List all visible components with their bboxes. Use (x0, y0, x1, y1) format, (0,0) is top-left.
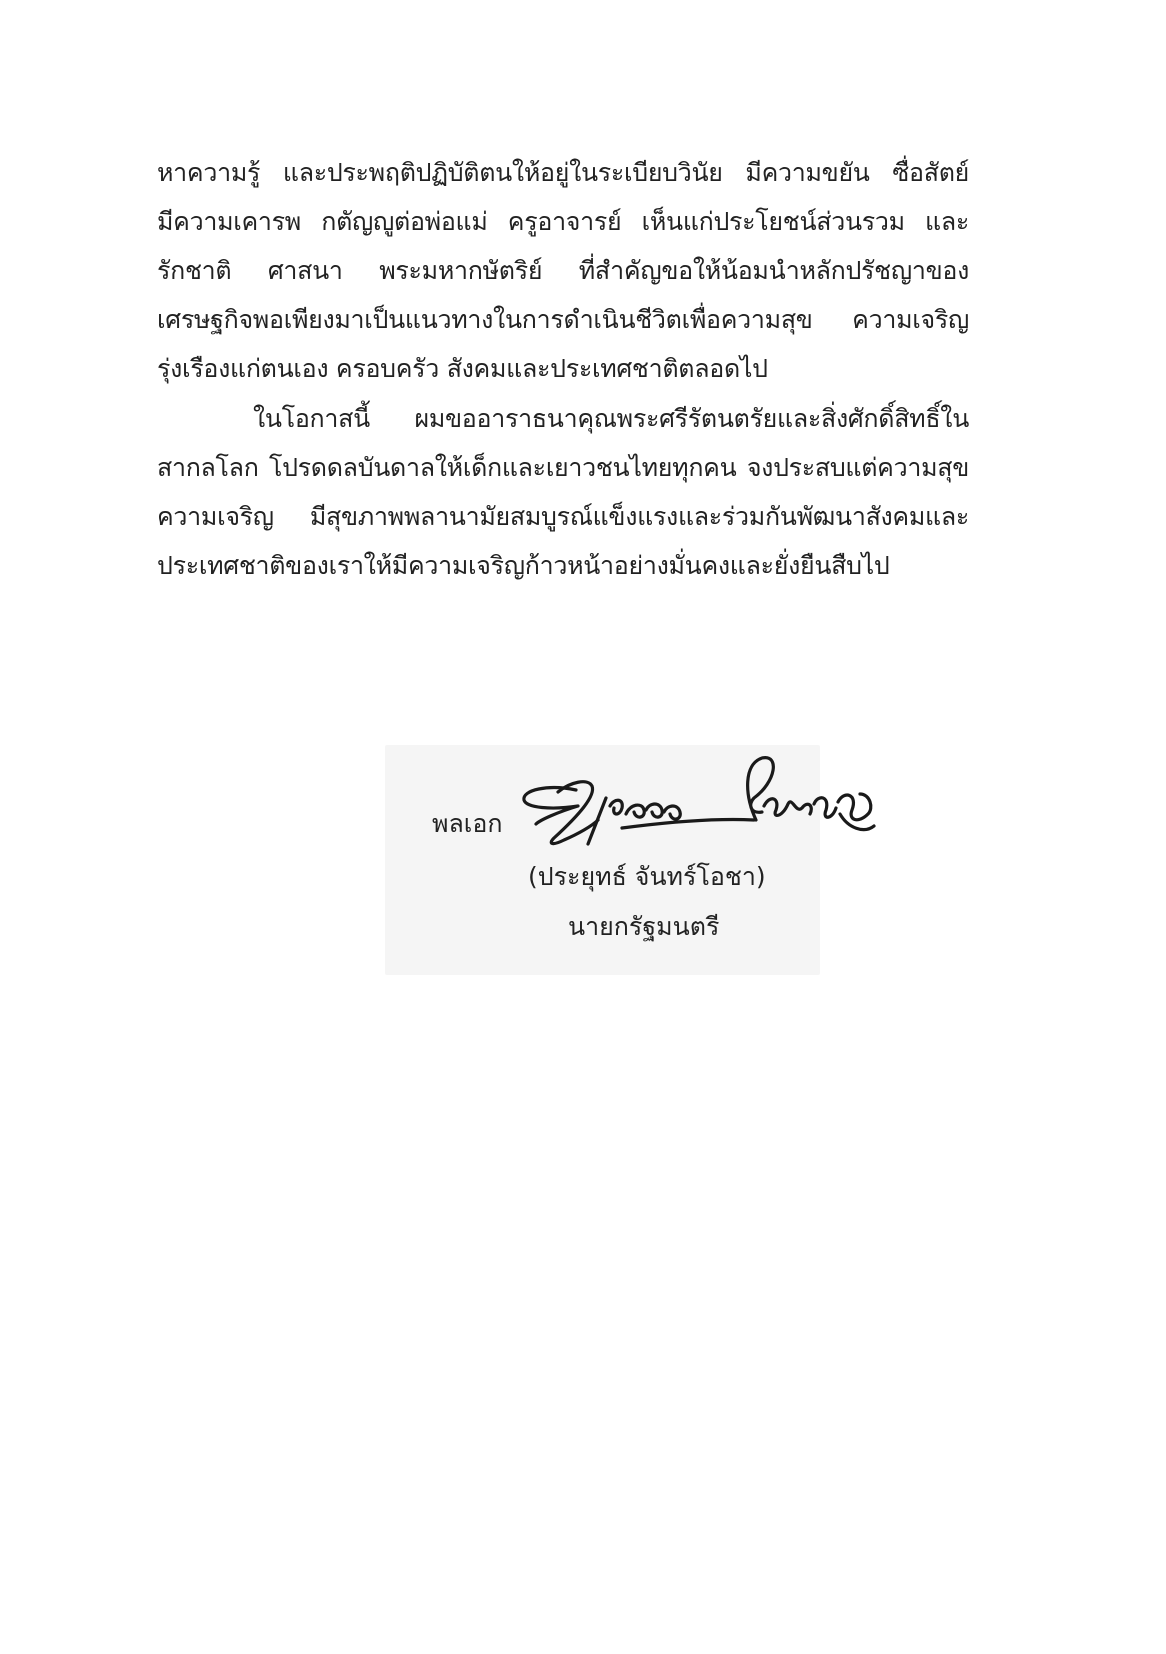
body-line: ประเทศชาติของเราให้มีความเจริญก้าวหน้าอย่างมั่นคงและยั่งยืนสืบไป (157, 551, 890, 580)
body-line: ความเจริญ มีสุขภาพพลานามัยสมบูรณ์แข็งแรงและร่วมกันพัฒนาสังคมและ (157, 502, 969, 531)
handwritten-signature (518, 754, 878, 859)
signer-name: (ประยุทธ์ จันทร์โอชา) (528, 862, 766, 891)
body-line: หาความรู้ และประพฤติปฏิบัติตนให้อยู่ในระเบียบวินัย มีความขยัน ซื่อสัตย์ (157, 158, 969, 187)
signer-rank: พลเอก (432, 809, 503, 838)
body-line: รุ่งเรืองแก่ตนเอง ครอบครัว สังคมและประเทศชาติตลอดไป (157, 354, 768, 383)
body-line: เศรษฐกิจพอเพียงมาเป็นแนวทางในการดำเนินชีวิตเพื่อความสุข ความเจริญ (157, 305, 969, 334)
signer-title: นายกรัฐมนตรี (568, 912, 720, 941)
body-line: รักชาติ ศาสนา พระมหากษัตริย์ ที่สำคัญขอให้น้อมนำหลักปรัชญาของ (157, 256, 969, 285)
body-line-indented: ในโอกาสนี้ ผมขออาราธนาคุณพระศรีรัตนตรัยและสิ่งศักดิ์สิทธิ์ใน (253, 404, 969, 433)
body-line: มีความเคารพ กตัญญูต่อพ่อแม่ ครูอาจารย์ เห็นแก่ประโยชน์ส่วนรวม และ (157, 207, 969, 236)
body-line: สากลโลก โปรดดลบันดาลให้เด็กและเยาวชนไทยทุกคน จงประสบแต่ความสุข (157, 453, 969, 482)
